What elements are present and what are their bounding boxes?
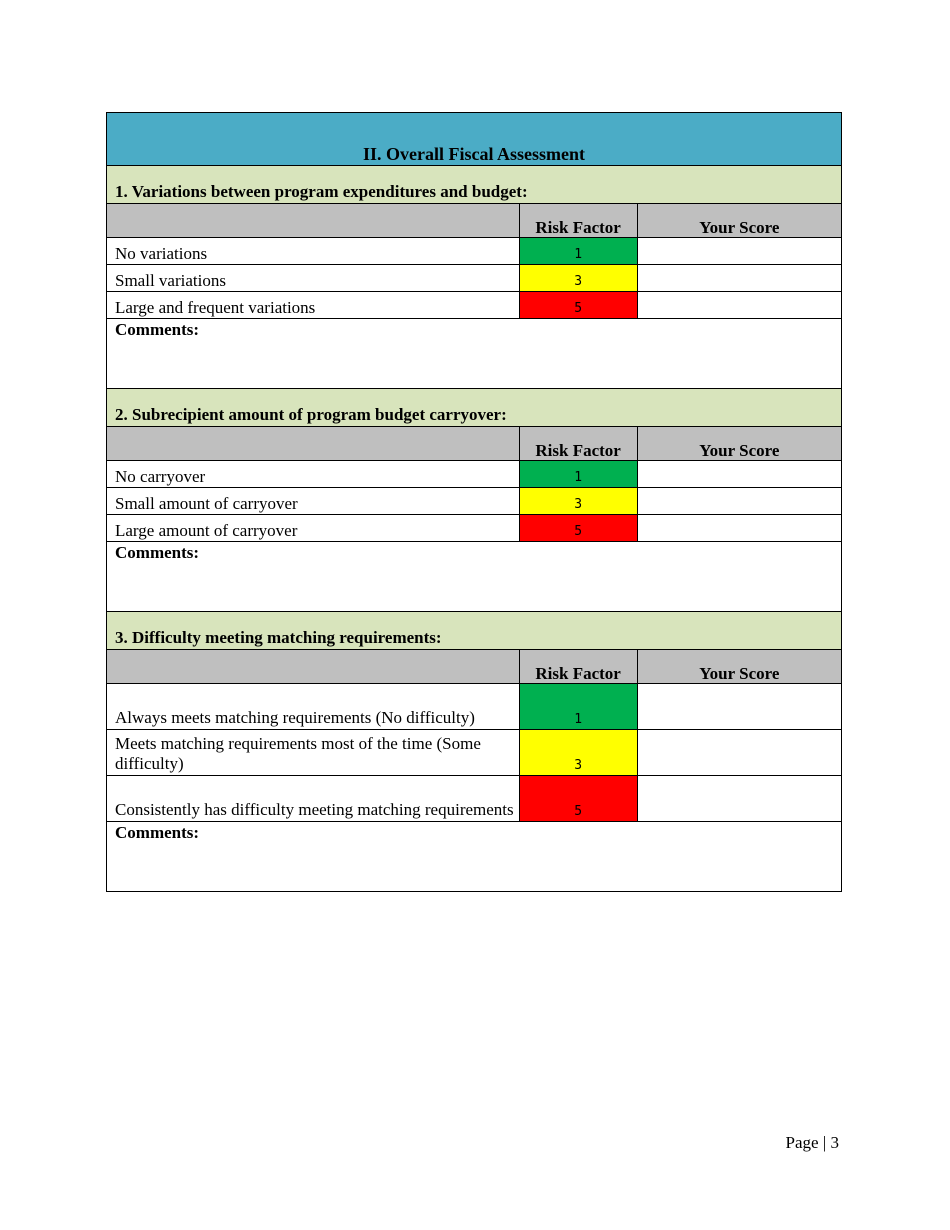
score-input-cell[interactable]: [637, 461, 841, 488]
section-3-heading: 3. Difficulty meeting matching requirements:: [107, 612, 842, 650]
score-input-cell[interactable]: [637, 265, 841, 292]
table-row: [107, 292, 842, 319]
header-blank-cell: [107, 650, 520, 684]
item-label: Small amount of carryover: [107, 488, 520, 515]
risk-factor-value: 1: [519, 238, 637, 265]
score-input-cell[interactable]: [637, 684, 841, 730]
table-row: [107, 730, 842, 776]
score-input-cell[interactable]: [637, 238, 841, 265]
table-title: II. Overall Fiscal Assessment: [107, 113, 842, 166]
risk-factor-value: 5: [519, 776, 637, 822]
risk-factor-header: Risk Factor: [519, 427, 637, 461]
your-score-header: Your Score: [637, 650, 841, 684]
item-label: Large amount of carryover: [107, 515, 520, 542]
comments-row: [107, 319, 842, 389]
score-input-cell[interactable]: [637, 488, 841, 515]
section-2-heading: 2. Subrecipient amount of program budget carryover:: [107, 389, 842, 427]
table-row: [107, 488, 842, 515]
fiscal-assessment-table: [106, 112, 842, 892]
item-label: Small variations: [107, 265, 520, 292]
comments-row: [107, 542, 842, 612]
item-label: No carryover: [107, 461, 520, 488]
score-input-cell[interactable]: [637, 515, 841, 542]
score-input-cell[interactable]: [637, 292, 841, 319]
score-input-cell[interactable]: [637, 730, 841, 776]
risk-factor-header: Risk Factor: [519, 650, 637, 684]
header-blank-cell: [107, 204, 520, 238]
item-label: Consistently has difficulty meeting matching requirements: [107, 776, 520, 822]
section-heading-row: [107, 612, 842, 650]
risk-factor-value: 5: [519, 515, 637, 542]
section-1-heading: 1. Variations between program expenditures and budget:: [107, 166, 842, 204]
your-score-header: Your Score: [637, 204, 841, 238]
page-number: Page | 3: [785, 1133, 839, 1152]
header-blank-cell: [107, 427, 520, 461]
section-heading-row: [107, 166, 842, 204]
table-row: [107, 776, 842, 822]
risk-factor-value: 3: [519, 265, 637, 292]
item-label: Large and frequent variations: [107, 292, 520, 319]
table-row: [107, 515, 842, 542]
risk-factor-value: 3: [519, 488, 637, 515]
section-heading-row: [107, 389, 842, 427]
table-row: [107, 461, 842, 488]
comments-field[interactable]: Comments:: [107, 542, 842, 612]
comments-field[interactable]: Comments:: [107, 822, 842, 892]
table-row: [107, 238, 842, 265]
table-row: [107, 684, 842, 730]
item-label: Meets matching requirements most of the time (Some difficulty): [107, 730, 520, 776]
risk-factor-header: Risk Factor: [519, 204, 637, 238]
comments-row: [107, 822, 842, 892]
table-row: [107, 265, 842, 292]
item-label: Always meets matching requirements (No difficulty): [107, 684, 520, 730]
column-header-row: [107, 204, 842, 238]
risk-factor-value: 3: [519, 730, 637, 776]
column-header-row: [107, 427, 842, 461]
comments-field[interactable]: Comments:: [107, 319, 842, 389]
risk-factor-value: 5: [519, 292, 637, 319]
risk-factor-value: 1: [519, 684, 637, 730]
your-score-header: Your Score: [637, 427, 841, 461]
score-input-cell[interactable]: [637, 776, 841, 822]
item-label: No variations: [107, 238, 520, 265]
title-row: [107, 113, 842, 166]
risk-factor-value: 1: [519, 461, 637, 488]
column-header-row: [107, 650, 842, 684]
